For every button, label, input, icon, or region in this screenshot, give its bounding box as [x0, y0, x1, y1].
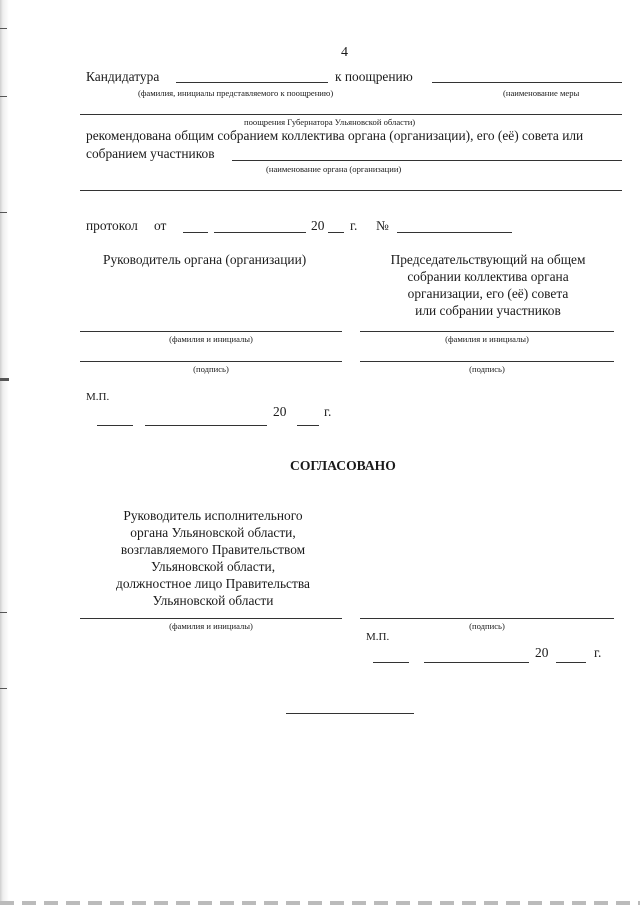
sign-day-line[interactable]	[97, 425, 133, 426]
scan-mark	[0, 96, 7, 97]
scan-left-edge	[0, 0, 10, 905]
approval-year-prefix: 20	[535, 645, 549, 660]
approval-official-line-6: Ульяновской области	[152, 593, 274, 608]
recommendation-line-2: собранием участников	[86, 146, 215, 161]
scan-bottom-edge	[0, 901, 640, 905]
protocol-month-line[interactable]	[214, 232, 306, 233]
protocol-day-line[interactable]	[183, 232, 208, 233]
scan-mark	[0, 28, 7, 29]
stamp-place-label: М.П.	[86, 391, 110, 403]
scan-mark	[0, 212, 7, 213]
approval-month-line[interactable]	[424, 662, 529, 663]
scan-mark	[0, 612, 7, 613]
right-signatory-title-1: Председательствующий на общем	[390, 252, 586, 267]
left-fio-line[interactable]	[80, 331, 342, 332]
caption-award-measure: (наименование меры	[503, 88, 580, 98]
right-signature-line[interactable]	[360, 361, 614, 362]
protocol-number-sign: №	[376, 218, 389, 233]
approval-caption-fio: (фамилия и инициалы)	[169, 621, 253, 631]
recommendation-line-1: рекомендована общим собранием коллектива органа (организации), его (её) совета или	[86, 128, 584, 143]
left-signatory-title: Руководитель органа (организации)	[103, 252, 307, 267]
sign-year-prefix: 20	[273, 404, 287, 419]
left-caption-signature: (подпись)	[193, 364, 229, 374]
protocol-number-line[interactable]	[397, 232, 512, 233]
approval-year-line[interactable]	[556, 662, 586, 663]
approval-caption-signature: (подпись)	[469, 621, 505, 631]
approval-official-line-3: возглавляемого Правительством	[120, 542, 306, 557]
closing-separator	[286, 713, 414, 714]
approval-official-line-2: органа Ульяновской области,	[130, 525, 296, 540]
protocol-label: протокол	[86, 218, 138, 233]
caption-fio-candidate: (фамилия, инициалы представляемого к поощрению)	[138, 88, 334, 98]
approval-year-suffix: г.	[594, 645, 602, 660]
right-caption-fio: (фамилия и инициалы)	[445, 334, 529, 344]
caption-award-measure-cont: поощрения Губернатора Ульяновской области)	[244, 117, 416, 127]
award-measure-line-2[interactable]	[80, 114, 622, 115]
award-measure-line[interactable]	[432, 82, 622, 83]
approval-official-line-5: должностное лицо Правительства	[116, 576, 310, 591]
protocol-year-suffix: г.	[350, 218, 358, 233]
approval-stamp-place-label: М.П.	[366, 631, 390, 643]
right-signatory-title-4: или собрании участников	[415, 303, 561, 318]
approval-signature-line[interactable]	[360, 618, 614, 619]
org-name-line[interactable]	[232, 160, 622, 161]
left-caption-fio: (фамилия и инициалы)	[169, 334, 253, 344]
right-signatory-title-3: организации, его (её) совета	[407, 286, 569, 301]
protocol-year-line[interactable]	[328, 232, 344, 233]
scan-mark	[0, 688, 7, 689]
protocol-year-prefix: 20	[311, 218, 325, 233]
sign-year-line[interactable]	[297, 425, 319, 426]
candidacy-label: Кандидатура	[86, 69, 160, 84]
page-number: 4	[341, 45, 348, 60]
right-signatory-title-2: собрании коллектива органа	[407, 269, 569, 284]
sign-year-suffix: г.	[324, 404, 332, 419]
to-award-label: к поощрению	[335, 69, 413, 84]
caption-org-name: (наименование органа (организации)	[266, 164, 402, 174]
approval-heading: СОГЛАСОВАНО	[290, 458, 396, 473]
approval-day-line[interactable]	[373, 662, 409, 663]
approval-fio-line[interactable]	[80, 618, 342, 619]
org-name-line-2[interactable]	[80, 190, 622, 191]
protocol-from: от	[154, 218, 167, 233]
approval-official-line-4: Ульяновской области,	[150, 559, 276, 574]
right-fio-line[interactable]	[360, 331, 614, 332]
candidate-name-line[interactable]	[176, 82, 328, 83]
right-caption-signature: (подпись)	[469, 364, 505, 374]
sign-month-line[interactable]	[145, 425, 267, 426]
left-signature-line[interactable]	[80, 361, 342, 362]
approval-official-line-1: Руководитель исполнительного	[123, 508, 303, 523]
scan-mark	[0, 378, 9, 381]
